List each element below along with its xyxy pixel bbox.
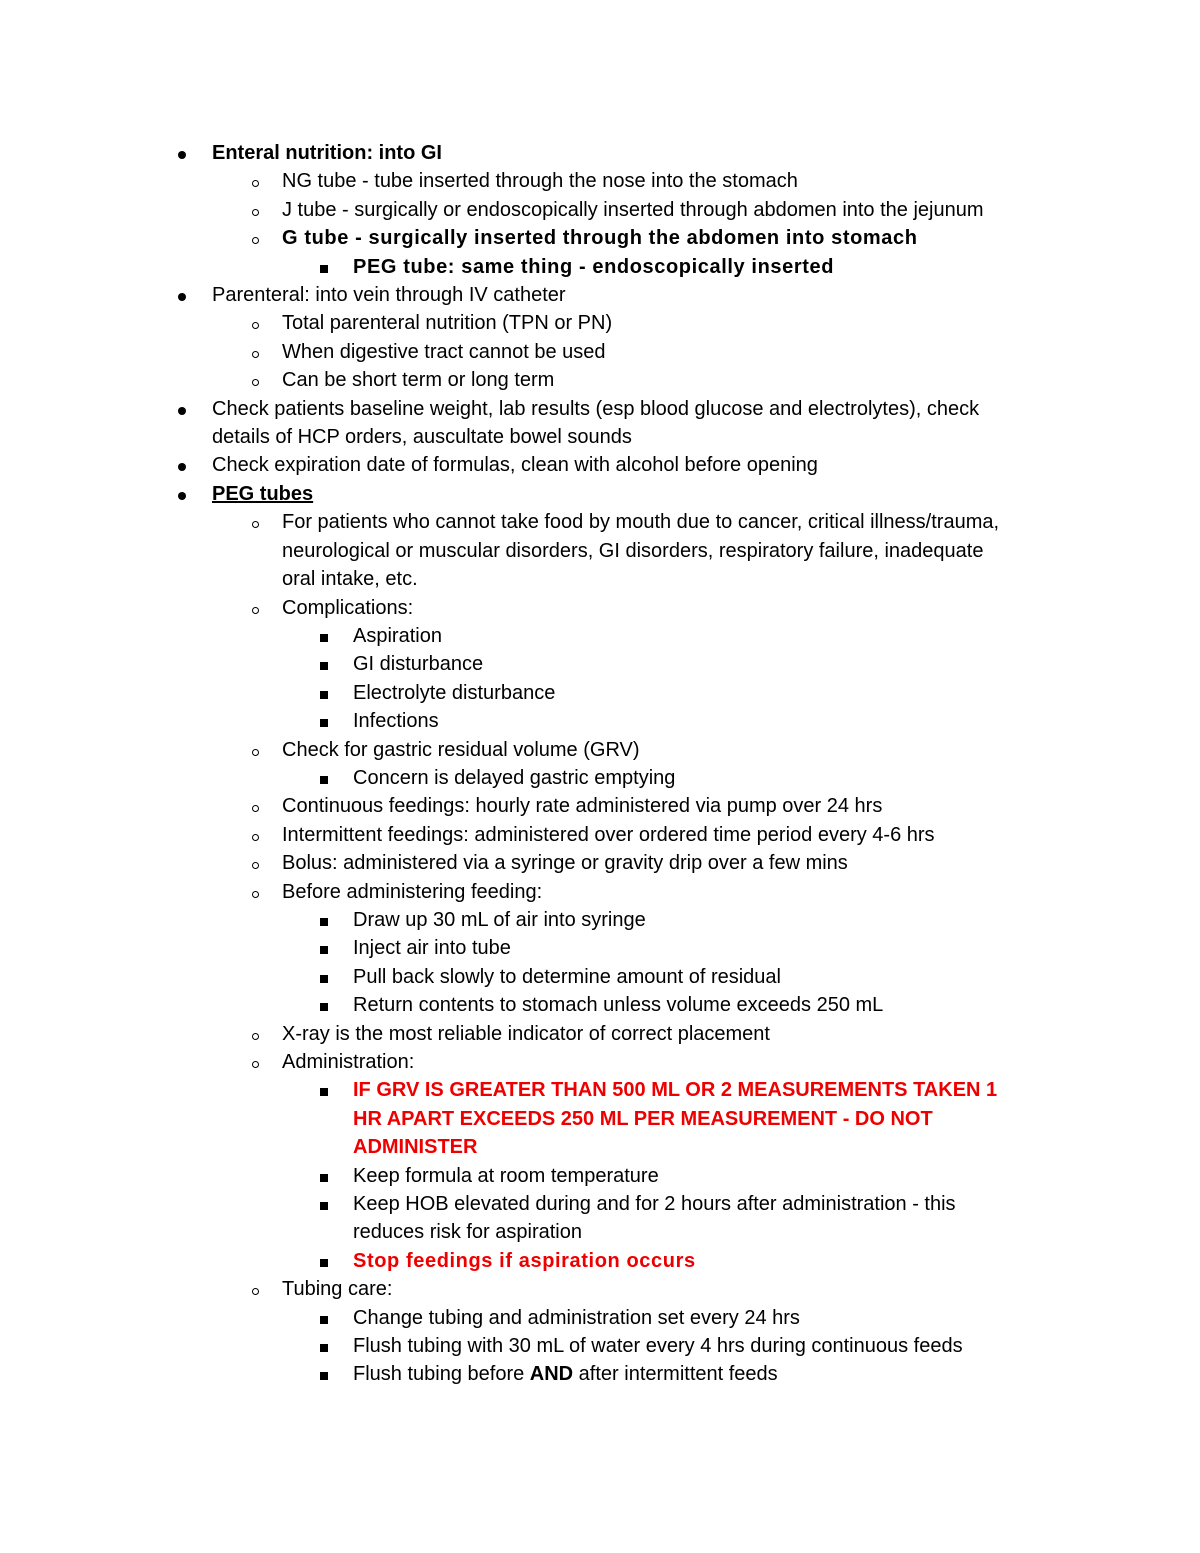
list-item-parenteral — [0, 281, 1200, 309]
list-item-bolus — [0, 849, 1200, 877]
list-item-complication — [0, 622, 1200, 650]
ng-tube-text: NG tube - tube inserted through the nose into the stomach — [282, 170, 798, 193]
list-item-peg-tube — [0, 253, 1200, 281]
bullet-square-icon — [314, 1162, 334, 1190]
bullet-dot-icon — [172, 281, 192, 309]
list-item-before-administering — [0, 878, 1200, 906]
list-item-complication — [0, 679, 1200, 707]
bullet-circle-icon — [245, 167, 265, 195]
complication-text: Infections — [353, 710, 439, 733]
bullet-square-icon — [314, 1304, 334, 1332]
list-item-before-step — [0, 963, 1200, 991]
bullet-square-icon — [314, 1360, 334, 1388]
bullet-circle-icon — [245, 1020, 265, 1048]
list-item-grv-concern — [0, 764, 1200, 792]
list-item-complication — [0, 707, 1200, 735]
list-item-parenteral-use — [0, 338, 1200, 366]
before-step-text: Inject air into tube — [353, 937, 511, 960]
check-baseline-line2: details of HCP orders, auscultate bowel sounds — [212, 426, 632, 449]
list-item-continuous — [0, 792, 1200, 820]
bullet-circle-icon — [245, 821, 265, 849]
bullet-square-icon — [314, 934, 334, 962]
peg-indication-line1: For patients who cannot take food by mouth due to cancer, critical illness/trauma, — [282, 511, 1000, 534]
grv-concern-text: Concern is delayed gastric emptying — [353, 766, 676, 789]
before-label: Before administering feeding: — [282, 880, 543, 903]
list-item-before-step — [0, 906, 1200, 934]
bullet-square-icon — [314, 906, 334, 934]
notes-document — [0, 139, 1200, 1389]
check-expiration-text: Check expiration date of formulas, clean with alcohol before opening — [212, 454, 818, 477]
bullet-circle-icon — [245, 594, 265, 622]
grv-warning-line2: HR APART EXCEEDS 250 ML PER MEASUREMENT - DO NOT — [353, 1107, 933, 1130]
enteral-heading: Enteral nutrition: into GI — [212, 142, 442, 164]
bullet-square-icon — [314, 1190, 334, 1218]
parenteral-item-text: When digestive tract cannot be used — [282, 340, 606, 363]
bullet-dot-icon — [172, 395, 192, 423]
bullet-square-icon — [314, 991, 334, 1019]
grv-warning-line3: ADMINISTER — [353, 1136, 478, 1159]
list-item-stop-feedings — [0, 1247, 1200, 1275]
tubing-care-label: Tubing care: — [282, 1278, 393, 1301]
bullet-square-icon — [314, 963, 334, 991]
list-item-flush-intermittent — [0, 1360, 1200, 1388]
continuous-text: Continuous feedings: hourly rate administered via pump over 24 hrs — [282, 795, 883, 818]
before-step-text: Draw up 30 mL of air into syringe — [353, 908, 646, 931]
bullet-circle-icon — [245, 338, 265, 366]
list-item-check-baseline-cont — [0, 423, 1200, 451]
bullet-circle-icon — [245, 366, 265, 394]
xray-text: X-ray is the most reliable indicator of correct placement — [282, 1022, 770, 1045]
list-item-grv — [0, 736, 1200, 764]
bullet-dot-icon — [172, 451, 192, 479]
list-item-grv-warning — [0, 1076, 1200, 1104]
list-item-check-baseline — [0, 395, 1200, 423]
flush-continuous-text: Flush tubing with 30 mL of water every 4 hrs during continuous feeds — [353, 1335, 963, 1358]
list-item-grv-warning-cont — [0, 1105, 1200, 1133]
bullet-square-icon — [314, 253, 334, 281]
list-item-before-step — [0, 991, 1200, 1019]
list-item-peg-indication-cont — [0, 537, 1200, 565]
before-step-text: Return contents to stomach unless volume exceeds 250 mL — [353, 994, 884, 1017]
list-item-tubing-change — [0, 1304, 1200, 1332]
list-item-hob-cont — [0, 1218, 1200, 1246]
bolus-text: Bolus: administered via a syringe or gravity drip over a few mins — [282, 852, 848, 875]
intermittent-text: Intermittent feedings: administered over ordered time period every 4-6 hrs — [282, 823, 935, 846]
list-item-room-temp — [0, 1162, 1200, 1190]
peg-indication-line3: oral intake, etc. — [282, 568, 418, 591]
bullet-square-icon — [314, 650, 334, 678]
bullet-square-icon — [314, 622, 334, 650]
peg-tubes-heading: PEG tubes — [212, 482, 314, 505]
list-item-j-tube — [0, 196, 1200, 224]
bullet-square-icon — [314, 1247, 334, 1275]
stop-feedings-text: Stop feedings if aspiration occurs — [353, 1249, 696, 1272]
list-item-administration — [0, 1048, 1200, 1076]
bullet-circle-icon — [245, 224, 265, 252]
bullet-square-icon — [314, 1332, 334, 1360]
list-item-flush-continuous — [0, 1332, 1200, 1360]
list-item-g-tube — [0, 224, 1200, 252]
parenteral-item-text: Total parenteral nutrition (TPN or PN) — [282, 312, 613, 335]
peg-tube-text: PEG tube: same thing - endoscopically inserted — [353, 255, 835, 278]
flush-intermittent-emphasis: AND — [529, 1363, 574, 1386]
bullet-circle-icon — [245, 1048, 265, 1076]
list-item-ng-tube — [0, 167, 1200, 195]
peg-indication-line2: neurological or muscular disorders, GI disorders, respiratory failure, inadequate — [282, 539, 984, 562]
list-item-parenteral-tpn — [0, 309, 1200, 337]
bullet-circle-icon — [245, 736, 265, 764]
list-item-xray — [0, 1020, 1200, 1048]
check-baseline-line1: Check patients baseline weight, lab results (esp blood glucose and electrolytes), check — [212, 397, 980, 420]
bullet-circle-icon — [245, 792, 265, 820]
complications-label: Complications: — [282, 596, 414, 619]
list-item-peg-indication — [0, 508, 1200, 536]
list-item-tubing-care — [0, 1275, 1200, 1303]
bullet-square-icon — [314, 1076, 334, 1104]
grv-label: Check for gastric residual volume (GRV) — [282, 738, 640, 761]
list-item-complication — [0, 650, 1200, 678]
bullet-circle-icon — [245, 309, 265, 337]
bullet-circle-icon — [245, 1275, 265, 1303]
complication-text: GI disturbance — [353, 653, 484, 676]
hob-line1: Keep HOB elevated during and for 2 hours after administration - this — [353, 1193, 956, 1216]
list-item-peg-indication-cont — [0, 565, 1200, 593]
flush-intermittent-before: Flush tubing before — [353, 1363, 530, 1386]
g-tube-text: G tube - surgically inserted through the abdomen into stomach — [282, 227, 918, 250]
bullet-square-icon — [314, 764, 334, 792]
list-item-parenteral-term — [0, 366, 1200, 394]
list-item-peg-tubes — [0, 480, 1200, 508]
list-item-intermittent — [0, 821, 1200, 849]
hob-line2: reduces risk for aspiration — [353, 1221, 582, 1244]
bullet-square-icon — [314, 707, 334, 735]
bullet-circle-icon — [245, 196, 265, 224]
parenteral-item-text: Can be short term or long term — [282, 369, 555, 392]
complication-text: Electrolyte disturbance — [353, 681, 556, 704]
list-item-enteral — [0, 139, 1200, 167]
parenteral-heading: Parenteral: into vein through IV catheter — [212, 284, 566, 307]
list-item-grv-warning-cont — [0, 1133, 1200, 1161]
flush-intermittent-after: after intermittent feeds — [573, 1363, 778, 1386]
grv-warning-line1: IF GRV IS GREATER THAN 500 ML OR 2 MEASUREMENTS TAKEN 1 — [353, 1079, 998, 1102]
bullet-circle-icon — [245, 878, 265, 906]
room-temp-text: Keep formula at room temperature — [353, 1164, 659, 1187]
before-step-text: Pull back slowly to determine amount of residual — [353, 965, 781, 988]
list-item-complications — [0, 594, 1200, 622]
bullet-circle-icon — [245, 849, 265, 877]
bullet-circle-icon — [245, 508, 265, 536]
bullet-dot-icon — [172, 139, 192, 167]
list-item-hob — [0, 1190, 1200, 1218]
list-item-before-step — [0, 934, 1200, 962]
list-item-check-expiration — [0, 451, 1200, 479]
j-tube-text: J tube - surgically or endoscopically inserted through abdomen into the jejunum — [282, 198, 984, 221]
bullet-square-icon — [314, 679, 334, 707]
complication-text: Aspiration — [353, 624, 442, 647]
bullet-dot-icon — [172, 480, 192, 508]
administration-label: Administration: — [282, 1051, 415, 1073]
tubing-change-text: Change tubing and administration set every 24 hrs — [353, 1306, 800, 1329]
